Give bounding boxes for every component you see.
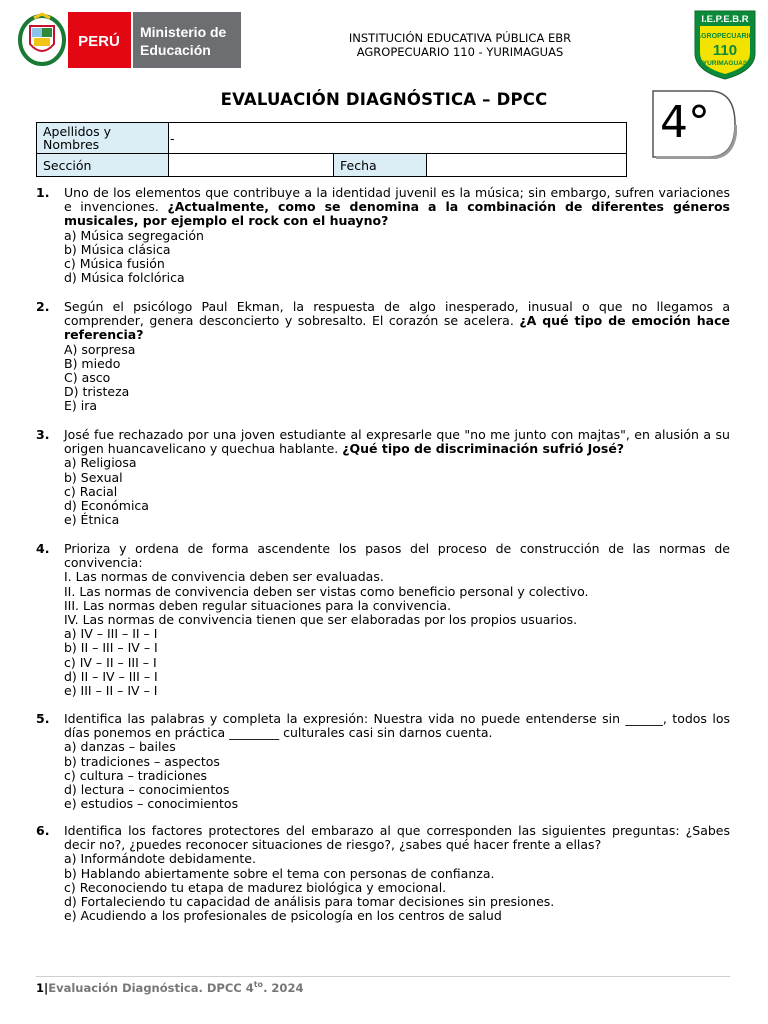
- stem-text: Uno de los elementos que contribuye a la identidad juvenil es la música; sin embargo, sufren variaciones e invenciones.: [64, 185, 730, 215]
- option[interactable]: c) IV – II – III – I: [64, 654, 157, 670]
- footer-text: Evaluación Diagnóstica. DPCC 4: [48, 980, 254, 995]
- question-stem: [64, 300, 730, 343]
- country-label: PERÚ: [78, 33, 120, 50]
- footer-ordinal: to: [253, 980, 264, 989]
- page-number: 1: [36, 980, 45, 995]
- section-label: Sección: [37, 154, 169, 177]
- statement: IV. Las normas de convivencia tienen que ser elaboradas por los propios usuarios.: [64, 612, 578, 628]
- stem-text: José fue rechazado por una joven estudiante al expresarle que "no me junto con majtas", en alusión a su origen huancavelicano y quechua hablante.: [64, 427, 730, 457]
- footer-year: . 2024: [263, 980, 304, 995]
- question-number: 6.: [36, 823, 50, 838]
- school-logo-number: 110: [712, 42, 738, 59]
- option[interactable]: e) estudios – conocimientos: [64, 796, 239, 812]
- question-prompt: ¿Qué tipo de discriminación sufrió José?: [342, 441, 625, 457]
- statement: II. Las normas de convivencia deben ser vistas como beneficio personal y colectivo.: [64, 583, 589, 599]
- option[interactable]: a) Informándote debidamente.: [64, 851, 256, 867]
- school-logo-city: YURIMAGUAS: [702, 60, 748, 67]
- institution-name: [300, 31, 620, 59]
- option[interactable]: d) II – IV – III – I: [64, 668, 158, 684]
- school-logo-top: I.E.P.E.B.R: [701, 14, 749, 25]
- option[interactable]: c) Música fusión: [64, 256, 165, 272]
- option[interactable]: e) III – II – IV – I: [64, 683, 158, 699]
- school-logo-arc: AGROPECUARIO: [696, 33, 754, 40]
- question-3: [36, 428, 730, 527]
- question-number: 3.: [36, 427, 50, 442]
- question-number: 2.: [36, 299, 50, 314]
- option[interactable]: C) asco: [64, 370, 111, 386]
- option[interactable]: d) Fortaleciendo tu capacidad de análisis para tomar decisiones sin presiones.: [64, 894, 555, 910]
- date-field[interactable]: [427, 154, 627, 177]
- option[interactable]: d) lectura – conocimientos: [64, 782, 230, 798]
- names-label: Apellidos y Nombres: [37, 123, 169, 154]
- option[interactable]: a) danzas – bailes: [64, 739, 176, 755]
- question-1: [36, 186, 730, 285]
- grade-label: 4°: [660, 97, 710, 148]
- option[interactable]: b) tradiciones – aspectos: [64, 753, 220, 769]
- question-2: [36, 300, 730, 414]
- ministry-logo: [12, 12, 241, 68]
- option[interactable]: b) Hablando abiertamente sobre el tema con personas de confianza.: [64, 865, 495, 881]
- question-prompt: ¿Actualmente, como se denomina a la combinación de diferentes géneros musicales, por ejemplo el rock con el huayno?: [64, 199, 730, 229]
- option[interactable]: e) Acudiendo a los profesionales de psicología en los centros de salud: [64, 908, 502, 924]
- date-label: Fecha: [334, 154, 427, 177]
- question-stem: Identifica los factores protectores del embarazo al que corresponden las siguientes preguntas: ¿Sabes decir no?, ¿puedes reconocer situaciones de riesgo?, ¿sabes qué hacer frente a ellas?: [64, 823, 730, 853]
- option[interactable]: d) Música folclórica: [64, 270, 185, 286]
- names-field[interactable]: -: [169, 123, 627, 154]
- question-number: 1.: [36, 185, 50, 200]
- option[interactable]: B) miedo: [64, 355, 121, 371]
- question-stem: Identifica las palabras y completa la expresión: Nuestra vida no puede entenderse sin ______, todos los días ponemos en práctica ________ culturales casi sin darnos cuenta.: [64, 711, 730, 741]
- option[interactable]: A) sorpresa: [64, 341, 136, 357]
- statement: III. Las normas deben regular situaciones para la convivencia.: [64, 597, 452, 613]
- question-stem: [64, 186, 730, 229]
- school-logo: [693, 9, 757, 81]
- ministry-line2: Educación: [140, 42, 211, 58]
- option[interactable]: e) Étnica: [64, 512, 120, 528]
- option[interactable]: E) ira: [64, 398, 98, 414]
- coat-of-arms-icon: [20, 14, 64, 64]
- option[interactable]: b) Sexual: [64, 469, 123, 485]
- option[interactable]: c) cultura – tradiciones: [64, 767, 208, 783]
- option[interactable]: c) Reconociendo tu etapa de madurez biológica y emocional.: [64, 879, 447, 895]
- question-prompt: ¿A qué tipo de emoción hace referencia?: [64, 313, 730, 343]
- option[interactable]: a) Religiosa: [64, 455, 137, 471]
- question-6: [36, 824, 730, 923]
- page-footer: [36, 980, 303, 995]
- footer-divider: [36, 976, 730, 977]
- option[interactable]: b) II – III – IV – I: [64, 640, 158, 656]
- institution-line1: INSTITUCIÓN EDUCATIVA PÚBLICA EBR: [348, 31, 572, 45]
- option[interactable]: D) tristeza: [64, 384, 130, 400]
- footer-separator: |: [44, 980, 49, 995]
- student-info-table: [36, 122, 627, 177]
- option[interactable]: d) Económica: [64, 498, 149, 514]
- option[interactable]: a) IV – III – II – I: [64, 626, 158, 642]
- question-4: [36, 542, 730, 698]
- ministry-line1: Ministerio de: [140, 24, 227, 40]
- stem-text: Según el psicólogo Paul Ekman, la respuesta de algo inesperado, inusual o que no llegamos a comprender, genera desconcierto y sobresalto. El corazón se acelera.: [64, 299, 730, 329]
- option[interactable]: c) Racial: [64, 483, 118, 499]
- question-number: 4.: [36, 541, 50, 556]
- statement: I. Las normas de convivencia deben ser evaluadas.: [64, 569, 384, 585]
- option[interactable]: b) Música clásica: [64, 241, 171, 257]
- question-number: 5.: [36, 711, 50, 726]
- institution-line2: AGROPECUARIO 110 - YURIMAGUAS: [356, 45, 564, 59]
- option[interactable]: a) Música segregación: [64, 227, 204, 243]
- page-title: EVALUACIÓN DIAGNÓSTICA – DPCC: [220, 90, 548, 109]
- section-field[interactable]: [169, 154, 334, 177]
- question-stem: Prioriza y ordena de forma ascendente los pasos del proceso de construcción de las normas de convivencia:: [64, 541, 730, 571]
- question-stem: [64, 428, 730, 456]
- question-5: [36, 712, 730, 811]
